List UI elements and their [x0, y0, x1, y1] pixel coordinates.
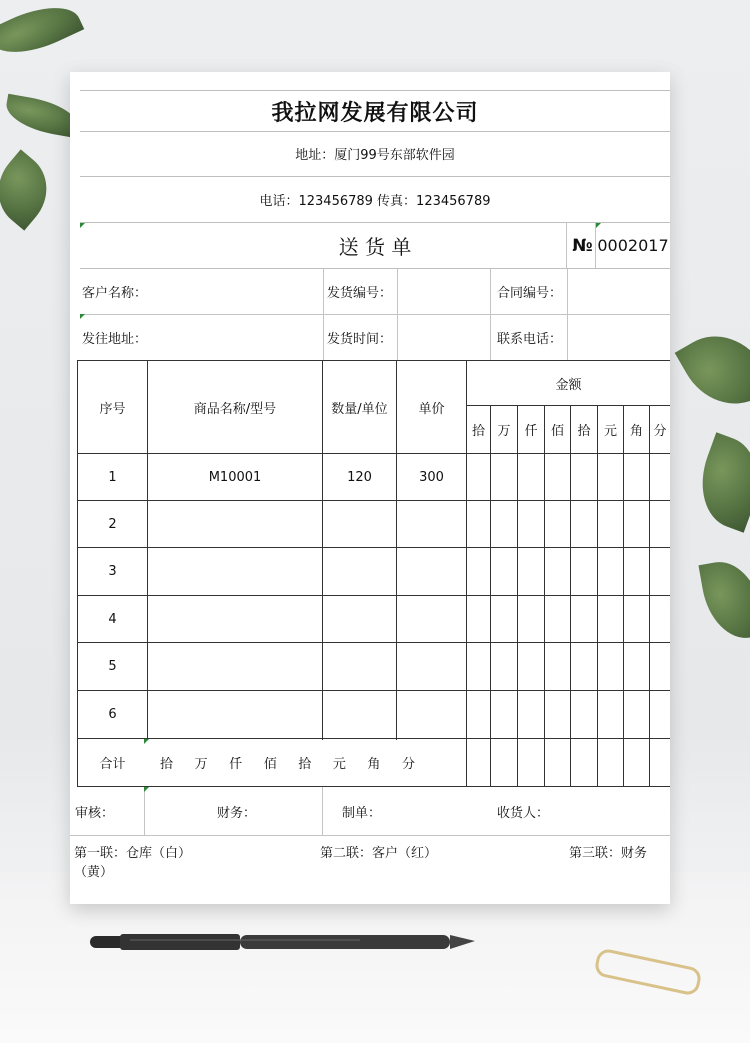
cell-marker — [144, 787, 149, 792]
row-product[interactable] — [148, 691, 322, 738]
amount-unit: 仟 — [524, 424, 538, 439]
document-number: 0002017 — [597, 236, 669, 255]
row-qty[interactable] — [323, 501, 396, 547]
cell-marker — [144, 739, 149, 744]
amount-unit: 元 — [603, 424, 617, 439]
row-product[interactable] — [148, 501, 322, 547]
row-product[interactable] — [148, 643, 322, 690]
ship-number-label: 发货编号： — [327, 286, 393, 301]
phone-row — [80, 177, 670, 223]
header-price: 单价 — [418, 401, 445, 417]
amount-unit: 角 — [629, 424, 643, 439]
row-qty[interactable] — [323, 643, 396, 690]
header-seq: 序号 — [99, 401, 126, 417]
copy-first-cont: （黄） — [74, 865, 114, 880]
row-seq: 6 — [108, 707, 117, 722]
contact-phone-field[interactable] — [570, 322, 668, 354]
row-product[interactable] — [148, 596, 322, 642]
row-seq: 2 — [108, 516, 117, 532]
total-unit: 分 — [401, 757, 415, 772]
pen-decoration — [90, 930, 480, 952]
contract-number-field[interactable] — [570, 276, 668, 308]
cell-marker — [80, 314, 85, 319]
row-qty[interactable] — [323, 691, 396, 738]
customer-name-field[interactable] — [160, 276, 320, 308]
amount-unit: 拾 — [577, 424, 591, 439]
number-sign: № — [572, 235, 593, 256]
contract-number-label: 合同编号： — [497, 286, 563, 301]
divider — [490, 269, 491, 360]
company-name-row — [80, 90, 670, 132]
ship-address-label: 发往地址： — [82, 332, 148, 347]
row-seq: 3 — [108, 564, 117, 579]
row-price[interactable] — [397, 548, 466, 595]
plant-leaf-decoration — [0, 0, 84, 67]
row-price[interactable]: 300 — [419, 469, 444, 485]
company-name: 我拉网发展有限公司 — [271, 100, 479, 126]
delivery-note — [70, 72, 670, 904]
total-unit: 角 — [367, 757, 381, 772]
total-unit: 拾 — [160, 757, 174, 772]
plant-leaf-decoration — [687, 432, 750, 532]
row-seq: 1 — [108, 469, 117, 485]
amount-unit: 拾 — [471, 424, 485, 439]
contact-phone-label: 联系电话： — [497, 332, 563, 347]
divider — [323, 269, 324, 360]
ship-time-field[interactable] — [400, 322, 488, 354]
divider — [70, 835, 670, 836]
total-units — [160, 739, 460, 786]
ship-number-field[interactable] — [400, 276, 488, 308]
total-unit: 仟 — [229, 757, 243, 772]
row-price[interactable] — [397, 643, 466, 690]
amount-unit: 分 — [653, 424, 667, 439]
amount-unit: 佰 — [550, 424, 564, 439]
address-row — [80, 131, 670, 177]
header-amount: 金额 — [555, 377, 582, 393]
amount-unit: 万 — [497, 424, 511, 439]
copy-second: 第二联：客户（红） — [320, 846, 438, 861]
ship-time-label: 发货时间： — [327, 332, 393, 347]
ship-address-field[interactable] — [160, 322, 320, 354]
receiver-label: 收货人： — [497, 805, 550, 821]
row-qty[interactable] — [323, 548, 396, 595]
company-address: 地址：厦门99号东部软件园 — [295, 148, 455, 163]
row-price[interactable] — [397, 501, 466, 547]
copy-first: 第一联：仓库（白） — [74, 846, 192, 861]
total-unit: 佰 — [263, 757, 277, 772]
row-seq: 4 — [108, 611, 117, 627]
row-qty[interactable] — [323, 596, 396, 642]
cell-marker — [80, 223, 85, 228]
review-label: 审核： — [75, 805, 115, 821]
row-qty[interactable]: 120 — [347, 469, 372, 485]
company-phone: 电话：123456789 传真：123456789 — [259, 194, 491, 209]
row-product[interactable]: M10001 — [208, 469, 262, 485]
divider — [322, 787, 323, 835]
row-price[interactable] — [397, 691, 466, 738]
total-unit: 拾 — [298, 757, 312, 772]
cell-marker — [596, 223, 601, 228]
header-qty: 数量/单位 — [331, 401, 388, 417]
copy-third: 第三联：财务 — [569, 846, 648, 861]
row-seq: 5 — [108, 659, 117, 674]
divider — [566, 223, 567, 268]
row-product[interactable] — [148, 548, 322, 595]
plant-leaf-decoration — [698, 556, 750, 644]
plant-leaf-decoration — [675, 318, 750, 422]
row-price[interactable] — [397, 596, 466, 642]
maker-label: 制单： — [342, 805, 382, 821]
plant-leaf-decoration — [0, 149, 63, 230]
customer-name-label: 客户名称： — [82, 286, 148, 301]
finance-label: 财务： — [217, 805, 257, 821]
document-title: 送 货 单 — [338, 235, 412, 259]
header-product: 商品名称/型号 — [193, 401, 277, 417]
total-label: 合计 — [99, 757, 126, 772]
total-unit: 万 — [194, 757, 208, 772]
total-unit: 元 — [332, 757, 346, 772]
